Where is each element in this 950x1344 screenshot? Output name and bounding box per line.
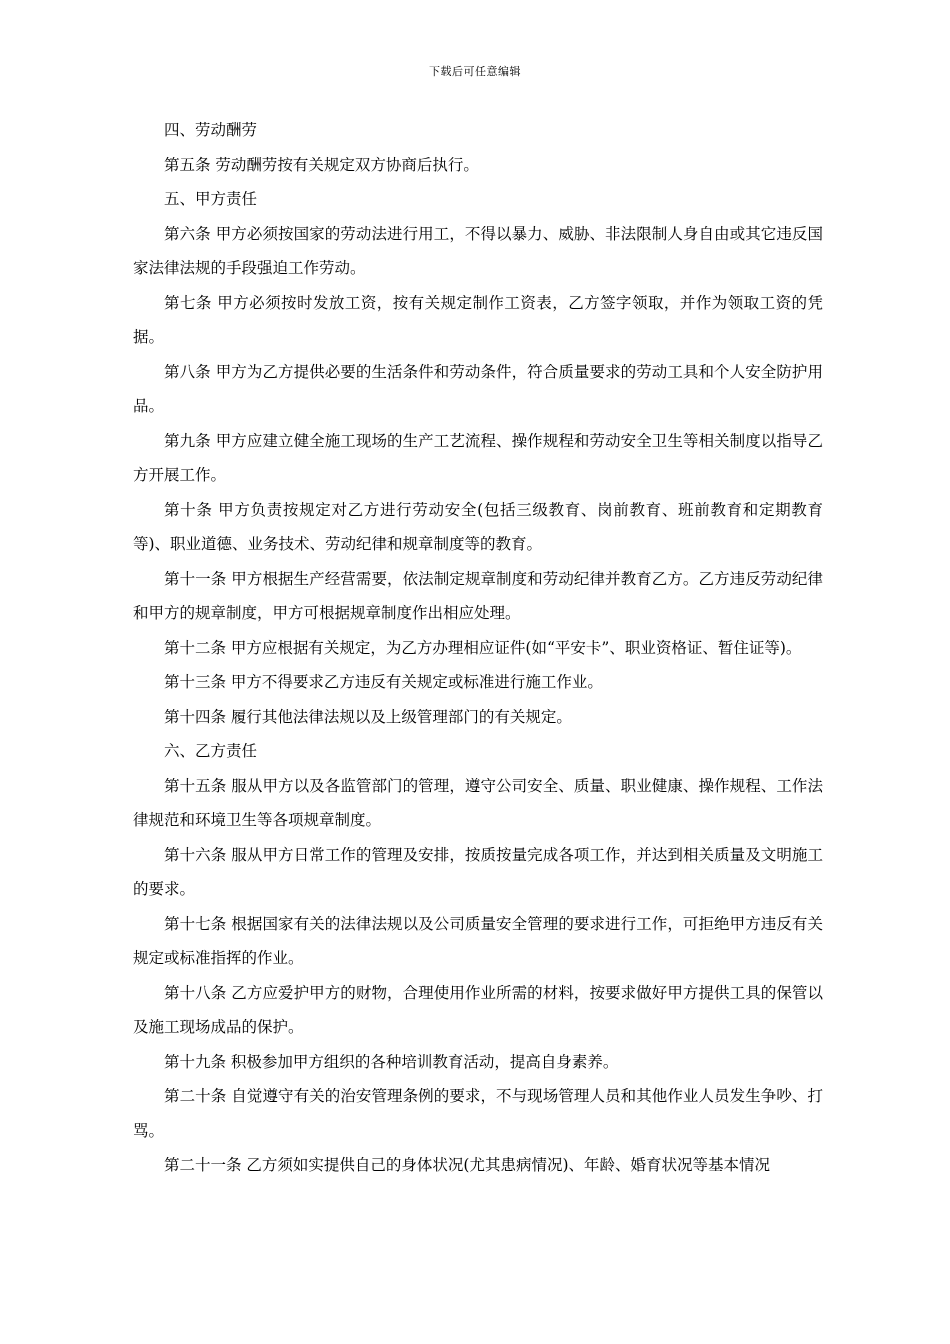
article-paragraph: 第十八条 乙方应爱护甲方的财物，合理使用作业所需的材料，按要求做好甲方提供工具的保管以及施工现场成品的保护。 <box>133 983 823 1036</box>
article-paragraph: 第十条 甲方负责按规定对乙方进行劳动安全(包括三级教育、岗前教育、班前教育和定期教育等)、职业道德、业务技术、劳动纪律和规章制度等的教育。 <box>133 500 823 553</box>
article-paragraph: 第十三条 甲方不得要求乙方违反有关规定或标准进行施工作业。 <box>164 673 603 691</box>
article-paragraph: 第十六条 服从甲方日常工作的管理及安排，按质按量完成各项工作，并达到相关质量及文明施工的要求。 <box>133 845 823 898</box>
document-body <box>133 113 823 1183</box>
article-paragraph: 第十二条 甲方应根据有关规定，为乙方办理相应证件(如“平安卡”、职业资格证、暂住证等)。 <box>164 638 802 657</box>
article-paragraph: 第十一条 甲方根据生产经营需要，依法制定规章制度和劳动纪律并教育乙方。乙方违反劳动纪律和甲方的规章制度，甲方可根据规章制度作出相应处理。 <box>133 569 823 622</box>
article-paragraph: 第六条 甲方必须按国家的劳动法进行用工，不得以暴力、威胁、非法限制人身自由或其它违反国家法律法规的手段强迫工作劳动。 <box>133 224 823 277</box>
article-paragraph: 第二十一条 乙方须如实提供自己的身体状况(尤其患病情况)、年龄、婚育状况等基本情况 <box>164 1156 771 1174</box>
section-heading: 六、乙方责任 <box>164 742 258 760</box>
section-heading: 五、甲方责任 <box>164 190 258 208</box>
article-paragraph: 第九条 甲方应建立健全施工现场的生产工艺流程、操作规程和劳动安全卫生等相关制度以指导乙方开展工作。 <box>133 431 823 484</box>
page-header: 下载后可任意编辑 <box>429 65 521 78</box>
article-paragraph: 第五条 劳动酬劳按有关规定双方协商后执行。 <box>164 155 479 174</box>
article-paragraph: 第十九条 积极参加甲方组织的各种培训教育活动，提高自身素养。 <box>164 1052 619 1071</box>
article-paragraph: 第十四条 履行其他法律法规以及上级管理部门的有关规定。 <box>164 707 572 726</box>
article-paragraph: 第七条 甲方必须按时发放工资，按有关规定制作工资表，乙方签字领取，并作为领取工资的凭据。 <box>133 293 823 346</box>
section-heading: 四、劳动酬劳 <box>164 121 258 139</box>
article-paragraph: 第二十条 自觉遵守有关的治安管理条例的要求，不与现场管理人员和其他作业人员发生争吵、打骂。 <box>133 1087 823 1140</box>
article-paragraph: 第十七条 根据国家有关的法律法规以及公司质量安全管理的要求进行工作，可拒绝甲方违反有关规定或标准指挥的作业。 <box>133 914 823 967</box>
article-paragraph: 第八条 甲方为乙方提供必要的生活条件和劳动条件，符合质量要求的劳动工具和个人安全防护用品。 <box>133 362 823 415</box>
article-paragraph: 第十五条 服从甲方以及各监管部门的管理，遵守公司安全、质量、职业健康、操作规程、工作法律规范和环境卫生等各项规章制度。 <box>133 776 823 829</box>
